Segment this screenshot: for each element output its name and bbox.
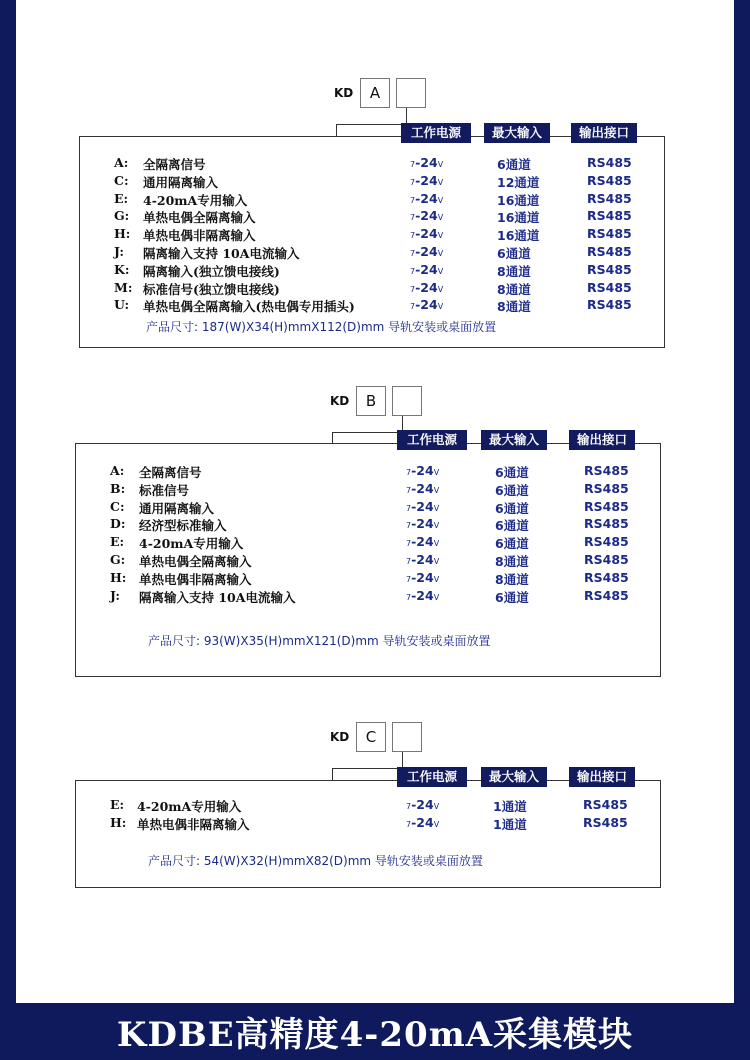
- row-letter: H:: [114, 226, 131, 242]
- header-output: 输出接口: [569, 430, 635, 450]
- row-power: [410, 155, 443, 170]
- power-unit: V: [437, 284, 444, 294]
- row-output: RS485: [583, 797, 628, 812]
- row-power: [406, 570, 439, 585]
- power-high: -24: [411, 587, 434, 603]
- model-code-box: C: [356, 722, 386, 752]
- spec-row: [0, 155, 750, 173]
- power-unit: V: [433, 468, 440, 477]
- power-low: 7: [406, 592, 412, 602]
- power-high: -24: [411, 815, 434, 830]
- connector-line: [332, 768, 402, 769]
- row-description: 单热电偶全隔离输入(热电偶专用插头): [143, 299, 355, 315]
- row-channels: 8通道: [495, 554, 529, 569]
- spec-row: [0, 280, 750, 298]
- row-letter: G:: [110, 552, 126, 567]
- power-unit: V: [433, 521, 440, 531]
- power-low: 7: [410, 195, 416, 205]
- row-letter: G:: [114, 208, 130, 224]
- row-letter: C:: [110, 498, 125, 514]
- row-channels: 16通道: [497, 192, 540, 208]
- row-output: RS485: [584, 463, 629, 478]
- row-output: RS485: [587, 261, 632, 277]
- model-code-box: B: [356, 386, 386, 416]
- row-description: 单热电偶非隔离输入: [139, 571, 252, 587]
- row-channels: 1通道: [493, 799, 527, 814]
- row-power: [406, 588, 439, 603]
- spec-row: [0, 244, 750, 262]
- row-letter: A:: [114, 155, 129, 170]
- power-high: -24: [415, 226, 438, 242]
- row-letter: J:: [110, 587, 121, 603]
- row-channels: 12通道: [497, 174, 540, 190]
- power-unit: V: [433, 574, 440, 584]
- power-low: 7: [406, 802, 412, 811]
- connector-line: [332, 432, 333, 443]
- row-letter: E:: [114, 190, 129, 206]
- row-output: RS485: [584, 552, 629, 567]
- header-output: 输出接口: [571, 123, 637, 143]
- spec-row: [0, 534, 750, 552]
- row-power: [410, 280, 443, 295]
- row-letter: H:: [110, 815, 127, 830]
- row-power: [410, 297, 443, 312]
- row-output: RS485: [583, 815, 628, 830]
- power-low: 7: [410, 302, 416, 312]
- model-prefix: KD: [334, 86, 354, 100]
- row-letter: U:: [114, 297, 130, 313]
- power-high: -24: [411, 552, 434, 567]
- connector-line: [336, 124, 337, 136]
- header-max-input: 最大输入: [481, 767, 547, 787]
- power-low: 7: [406, 574, 412, 584]
- power-high: -24: [415, 190, 438, 206]
- row-description: 通用隔离输入: [143, 174, 219, 190]
- spec-row: [0, 481, 750, 499]
- power-unit: V: [433, 592, 440, 602]
- power-high: -24: [411, 569, 434, 585]
- row-letter: D:: [110, 516, 126, 532]
- connector-line: [332, 768, 333, 780]
- power-low: 7: [410, 266, 416, 276]
- row-power: [406, 481, 439, 496]
- row-channels: 6通道: [497, 157, 531, 172]
- power-unit: V: [437, 195, 444, 205]
- row-output: RS485: [584, 569, 629, 585]
- power-unit: V: [433, 485, 440, 495]
- power-low: 7: [406, 539, 412, 549]
- row-letter: B:: [110, 480, 126, 496]
- spec-row: [0, 499, 750, 517]
- row-power: [410, 226, 443, 241]
- row-output: RS485: [587, 155, 632, 170]
- row-output: RS485: [587, 172, 632, 188]
- spec-row: [0, 570, 750, 588]
- power-low: 7: [410, 231, 416, 241]
- power-high: -24: [415, 208, 438, 224]
- option-code-box: [396, 78, 426, 108]
- row-description: 单热电偶非隔离输入: [143, 228, 256, 244]
- power-low: 7: [410, 160, 416, 169]
- option-code-box: [392, 722, 422, 752]
- row-power: [410, 244, 443, 259]
- row-letter: M:: [114, 279, 133, 295]
- row-channels: 6通道: [497, 246, 531, 261]
- spec-row: [0, 208, 750, 226]
- spec-row: [0, 516, 750, 534]
- spec-row: [0, 262, 750, 280]
- power-low: 7: [406, 485, 412, 495]
- row-power: [410, 262, 443, 277]
- spec-row: [0, 173, 750, 191]
- power-high: -24: [411, 463, 434, 478]
- row-channels: 8通道: [495, 571, 529, 587]
- spec-row: [0, 297, 750, 315]
- spec-row: [0, 588, 750, 606]
- row-output: RS485: [587, 208, 632, 224]
- model-prefix: KD: [330, 730, 350, 744]
- power-unit: V: [433, 802, 440, 811]
- row-channels: 6通道: [495, 518, 529, 534]
- power-high: -24: [411, 516, 434, 532]
- row-power: [410, 191, 443, 206]
- row-channels: 8通道: [497, 281, 531, 297]
- row-power: [406, 552, 439, 567]
- row-output: RS485: [584, 587, 629, 603]
- row-description: 标准信号(独立馈电接线): [143, 281, 280, 297]
- power-low: 7: [406, 503, 412, 513]
- row-channels: 6通道: [495, 482, 529, 498]
- row-output: RS485: [584, 534, 629, 550]
- row-channels: 16通道: [497, 228, 540, 244]
- header-power: 工作电源: [397, 430, 467, 450]
- power-unit: V: [437, 231, 444, 241]
- row-power: [406, 516, 439, 531]
- row-channels: 6通道: [495, 500, 529, 516]
- row-description: 隔离输入支持 10A电流输入: [139, 589, 296, 605]
- row-description: 4-20mA专用输入: [143, 192, 248, 208]
- power-high: -24: [415, 172, 438, 188]
- power-unit: V: [437, 177, 444, 187]
- connector-line: [332, 432, 402, 433]
- power-unit: V: [437, 213, 444, 223]
- row-description: 单热电偶全隔离输入: [143, 210, 256, 226]
- product-dimensions: 产品尺寸: 93(W)X35(H)mmX121(D)mm 导轨安装或桌面放置: [148, 634, 491, 648]
- model-code-box: A: [360, 78, 390, 108]
- row-channels: 8通道: [497, 263, 531, 279]
- row-power: [406, 534, 439, 549]
- spec-row: [0, 797, 750, 815]
- row-output: RS485: [584, 480, 629, 496]
- row-letter: H:: [110, 569, 127, 585]
- power-unit: V: [437, 266, 444, 276]
- header-output: 输出接口: [569, 767, 635, 787]
- header-max-input: 最大输入: [481, 430, 547, 450]
- row-description: 4-20mA专用输入: [139, 536, 244, 552]
- power-low: 7: [410, 213, 416, 223]
- row-channels: 8通道: [497, 299, 531, 315]
- power-low: 7: [406, 557, 412, 566]
- row-description: 单热电偶非隔离输入: [137, 817, 250, 832]
- row-channels: 1通道: [493, 817, 527, 832]
- power-high: -24: [415, 279, 438, 295]
- row-description: 单热电偶全隔离输入: [139, 554, 252, 569]
- power-low: 7: [410, 177, 416, 187]
- power-high: -24: [415, 155, 438, 170]
- power-high: -24: [415, 261, 438, 277]
- row-description: 标准信号: [139, 482, 190, 498]
- header-power: 工作电源: [401, 123, 471, 143]
- row-description: 全隔离信号: [143, 157, 206, 172]
- power-high: -24: [415, 297, 438, 313]
- spec-row: [0, 463, 750, 481]
- row-power: [406, 463, 439, 478]
- power-high: -24: [411, 534, 434, 550]
- spec-row: [0, 815, 750, 833]
- row-letter: E:: [110, 797, 125, 812]
- row-description: 隔离输入(独立馈电接线): [143, 263, 280, 279]
- row-output: RS485: [587, 190, 632, 206]
- row-letter: J:: [114, 244, 125, 259]
- power-unit: V: [437, 160, 444, 169]
- product-dimensions: 产品尺寸: 54(W)X32(H)mmX82(D)mm 导轨安装或桌面放置: [148, 854, 483, 868]
- row-letter: E:: [110, 534, 125, 550]
- option-code-box: [392, 386, 422, 416]
- row-description: 4-20mA专用输入: [137, 799, 242, 814]
- row-output: RS485: [587, 297, 632, 313]
- row-description: 经济型标准输入: [139, 518, 227, 534]
- power-low: 7: [406, 468, 412, 477]
- header-max-input: 最大输入: [484, 123, 550, 143]
- row-output: RS485: [587, 244, 632, 259]
- row-power: [406, 815, 439, 830]
- row-description: 通用隔离输入: [139, 500, 215, 516]
- row-channels: 6通道: [495, 536, 529, 552]
- power-low: 7: [410, 284, 416, 294]
- row-description: 隔离输入支持 10A电流输入: [143, 246, 300, 261]
- spec-row: [0, 191, 750, 209]
- row-power: [406, 499, 439, 514]
- row-channels: 6通道: [495, 589, 529, 605]
- power-unit: V: [433, 820, 440, 829]
- row-power: [410, 208, 443, 223]
- power-low: 7: [410, 249, 416, 258]
- header-power: 工作电源: [397, 767, 467, 787]
- power-unit: V: [437, 249, 444, 258]
- power-low: 7: [406, 521, 412, 531]
- power-unit: V: [433, 503, 440, 513]
- row-letter: K:: [114, 261, 130, 277]
- row-channels: 16通道: [497, 210, 540, 226]
- power-high: -24: [411, 797, 434, 812]
- power-high: -24: [411, 480, 434, 496]
- row-output: RS485: [587, 226, 632, 242]
- product-dimensions: 产品尺寸: 187(W)X34(H)mmX112(D)mm 导轨安装或桌面放置: [146, 320, 497, 334]
- power-high: -24: [415, 244, 438, 259]
- power-unit: V: [433, 539, 440, 549]
- row-letter: A:: [110, 463, 125, 478]
- row-output: RS485: [584, 498, 629, 514]
- row-channels: 6通道: [495, 465, 529, 480]
- row-power: [406, 797, 439, 812]
- connector-line: [336, 124, 406, 125]
- row-output: RS485: [587, 279, 632, 295]
- row-power: [410, 173, 443, 188]
- row-output: RS485: [584, 516, 629, 532]
- spec-row: [0, 226, 750, 244]
- spec-row: [0, 552, 750, 570]
- power-unit: V: [433, 557, 440, 566]
- connector-line: [402, 752, 403, 768]
- row-description: 全隔离信号: [139, 465, 202, 480]
- connector-line: [406, 108, 407, 124]
- power-unit: V: [437, 302, 444, 312]
- row-letter: C:: [114, 172, 129, 188]
- power-high: -24: [411, 498, 434, 514]
- model-prefix: KD: [330, 394, 350, 408]
- power-low: 7: [406, 820, 412, 829]
- footer-title: KDBE高精度4-20mA采集模块: [116, 1015, 634, 1055]
